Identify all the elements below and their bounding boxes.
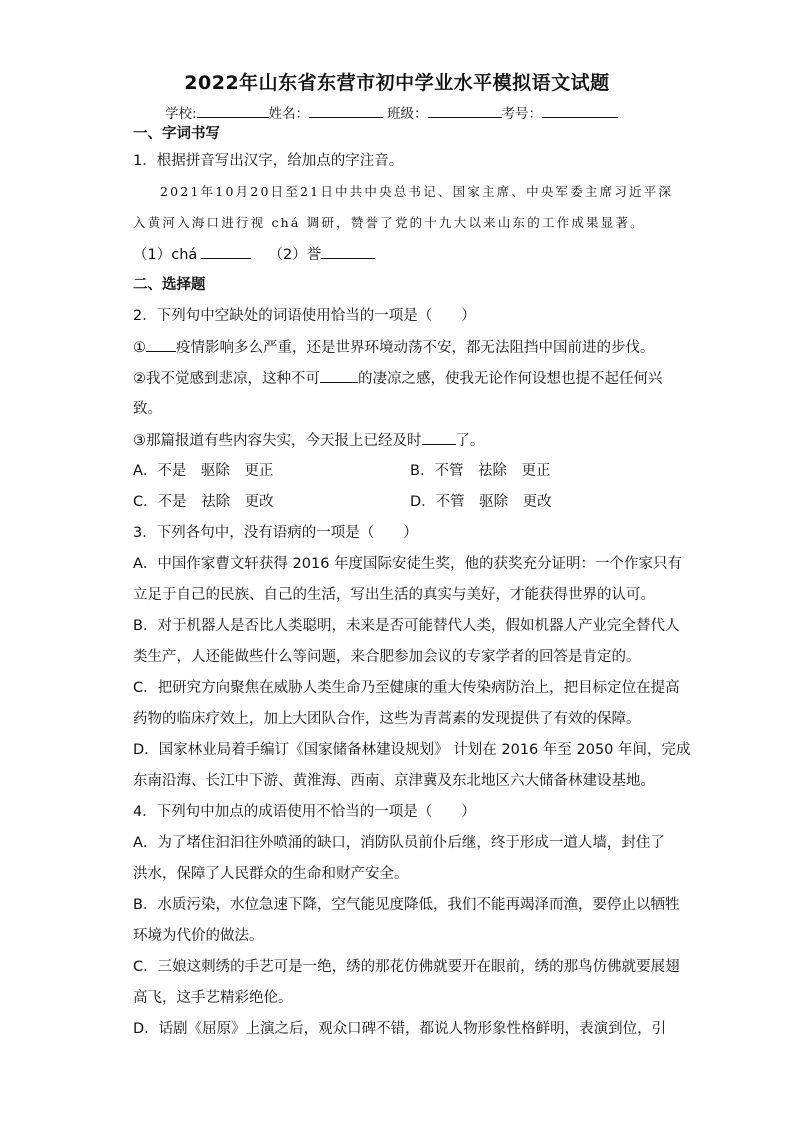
q3-option-b-line-1[interactable]: B．对于机器人是否比人类聪明，未来是否可能替代人类，假如机器人产业完全替代人	[133, 618, 680, 634]
q4-option-b-line-1[interactable]: B．水质污染，水位急速下降，空气能见度降低，我们不能再竭泽而渔，要停止以牺牲	[133, 897, 680, 913]
q2-blank-3[interactable]	[422, 430, 456, 445]
q3-option-a-line-2[interactable]: 立足于自己的民族、自己的生活，写出生活的真实与美好，才能获得世界的认可。	[133, 587, 655, 603]
q2-blank-1[interactable]	[146, 337, 176, 352]
q2-option-d[interactable]: D．不管 驱除 更改	[410, 494, 552, 510]
student-info-row	[165, 102, 618, 122]
q1-passage-line-2: 入黄河入海口进行视 chá 调研，赞誉了党的十九大以来山东的工作成果显著。	[133, 215, 645, 230]
q3-option-c-line-2[interactable]: 药物的临床疗效上，加上大团队合作，这些为青蒿素的发现提供了有效的保障。	[133, 711, 641, 727]
q1-blank-1-label: （1）chá	[133, 247, 198, 263]
exam-no-blank[interactable]	[542, 103, 618, 118]
q2-s2-text-a: ②我不觉感到悲凉，这种不可	[133, 371, 320, 387]
q3-option-c-line-1[interactable]: C．把研究方向聚焦在威胁人类生命乃至健康的重大传染病防治上，把目标定位在提高	[133, 680, 680, 696]
q2-option-b[interactable]: B．不管 祛除 更正	[410, 463, 551, 479]
school-blank[interactable]	[197, 103, 269, 118]
q2-blank-2[interactable]	[320, 368, 358, 383]
q2-s2-text-b: 的凄凉之感，使我无论作何设想也提不起任何兴	[358, 371, 663, 387]
q3-option-d-line-2[interactable]: 东南沿海、长江中下游、黄淮海、西南、京津冀及东北地区六大储备林建设基地。	[133, 773, 655, 789]
q3-option-a-line-1[interactable]: A．中国作家曹文轩获得 2016 年度国际安徒生奖，他的获奖充分证明：一个作家只有	[133, 556, 683, 572]
class-blank[interactable]	[428, 103, 502, 118]
section-heading-2: 二、选择题	[133, 277, 206, 293]
q4-option-c-line-1[interactable]: C．三娘这刺绣的手艺可是一绝，绣的那花仿佛就要开在眼前，绣的那鸟仿佛就要展翅	[133, 959, 680, 975]
q1-stem: 1．根据拼音写出汉字，给加点的字注音。	[133, 153, 404, 169]
q2-s1-text: 疫情影响多么严重，还是世界环境动荡不安，都无法阻挡中国前进的步伐。	[176, 340, 655, 356]
name-blank[interactable]	[309, 103, 383, 118]
q1-blanks	[133, 244, 375, 265]
q1-blank-2[interactable]	[321, 244, 375, 259]
q2-s3-text-a: ③那篇报道有些内容失实，今天报上已经及时	[133, 433, 422, 449]
q2-sentence-2	[133, 368, 663, 389]
q1-passage-line-1: 2021年10月20日至21日中共中央总书记、国家主席、中央军委主席习近平深	[160, 184, 674, 199]
q2-option-a[interactable]: A．不是 驱除 更正	[133, 463, 274, 479]
school-label: 学校:	[165, 106, 197, 122]
page-title: 2022年山东省东营市初中学业水平模拟语文试题	[184, 72, 610, 94]
q3-stem: 3．下列各句中，没有语病的一项是（ ）	[133, 525, 418, 541]
name-label: 姓名：	[268, 106, 310, 122]
q2-sentence-1	[133, 337, 655, 358]
q1-blank-2-label: （2）誉	[268, 247, 322, 263]
q4-option-b-line-2[interactable]: 环境为代价的做法。	[133, 928, 264, 944]
q2-option-c[interactable]: C．不是 祛除 更改	[133, 494, 274, 510]
class-label: 班级：	[387, 106, 428, 122]
q3-option-b-line-2[interactable]: 类生产，人还能做些什么等问题，来合肥参加会议的专家学者的回答是肯定的。	[133, 649, 641, 665]
q2-s1-num: ①	[133, 340, 146, 356]
q2-sentence-3	[133, 430, 485, 451]
q2-sentence-2-cont: 致。	[133, 401, 162, 417]
q1-blank-1[interactable]	[201, 244, 251, 259]
exam-no-label: 考号：	[501, 106, 543, 122]
q4-option-d-line-1[interactable]: D．话剧《屈原》上演之后，观众口碑不错，都说人物形象性格鲜明，表演到位，引	[133, 1021, 667, 1037]
q2-s3-text-b: 了。	[455, 433, 485, 449]
q2-stem: 2．下列句中空缺处的词语使用恰当的一项是（ ）	[133, 308, 476, 324]
q4-option-a-line-1[interactable]: A．为了堵住汩汩往外喷涌的缺口，消防队员前仆后继，终于形成一道人墙，封住了	[133, 835, 665, 851]
q4-stem: 4．下列句中加点的成语使用不恰当的一项是（ ）	[133, 804, 476, 820]
q4-option-c-line-2[interactable]: 高飞，这手艺精彩绝伦。	[133, 990, 293, 1006]
q3-option-d-line-1[interactable]: D．国家林业局着手编订《国家储备林建设规划》 计划在 2016 年至 2050 年间，完成	[133, 742, 691, 758]
section-heading-1: 一、字词书写	[133, 126, 220, 142]
q4-option-a-line-2[interactable]: 洪水，保障了人民群众的生命和财产安全。	[133, 866, 409, 882]
